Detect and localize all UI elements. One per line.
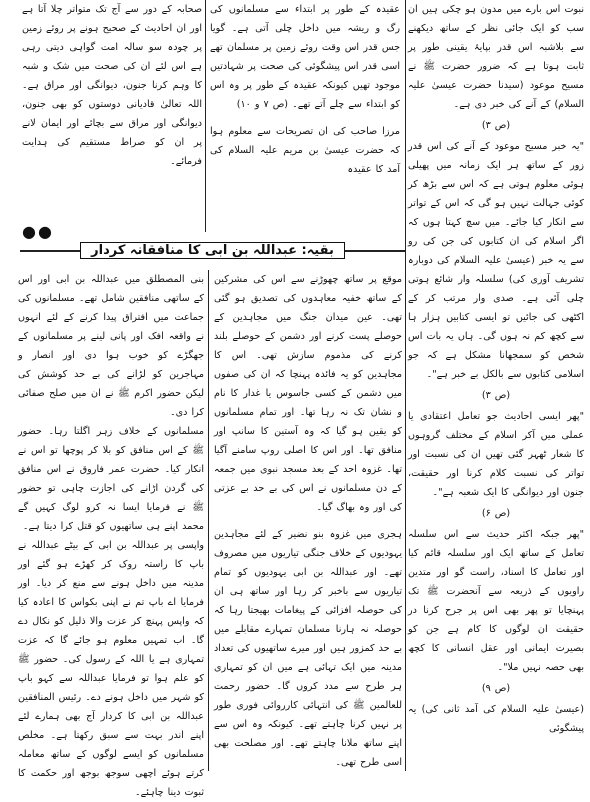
column-divider: [208, 270, 209, 771]
paragraph: بنی المصطلق میں عبداللہ بن ابی اور اس کے ساتھی منافقین شامل تھے۔ مسلمانوں کی جماعت میں افتراق پیدا کرنے کے لئے انہوں نے واقعہ افک اور پانی لینے پر مسلمانوں کے جھگڑے کو خوب ہوا دی اور انصار و مہاجرین کو لڑانے کی بے حد کوشش کی لیکن حضور اکرم ﷺ نے ان میں صلح صفائی کرا دی۔: [18, 274, 204, 418]
column-divider: [405, 0, 406, 771]
paragraph: نبوت اس بارے میں مدون ہو چکی ہیں ان سب کو ایک جائی نظر کے ساتھ دیکھنے سے بلاشبہ اس قدر بپایۂ یقینی طور پر ثابت ہوتا ہے کہ ضرور حضرت ﷺ نے مسیح موعود (سیدنا حضرت عیسیٰ علیہ السلام) کے آنے کی خبر دی ہے۔: [408, 4, 584, 110]
paragraph: مسلمانوں کے خلاف زہر اگلتا رہا۔ حضور ﷺ کے اس منافق کو بلا کر پوچھا تو اس نے انکار کیا۔ حضرت عمر فاروق نے اس منافق کی گردن اڑانے کی اجازت چاہی تو حضور ﷺ نے فرمایا ایسا نہ کرو لوگ کہیں گے محمد اپنے ہی ساتھیوں کو قتل کرا دیتا ہے۔: [18, 426, 204, 532]
paragraph: "یہ خبر مسیح موعود کے آنے کی اس قدر زور کے ساتھ ہر ایک زمانہ میں پھیلی ہوئی معلوم ہوتی ہے کہ اس سے بڑھ کر کوئی جہالت نہیں ہو گی کہ اس کے تواتر سے انکار کیا جائے۔ میں سچ کہتا ہوں کہ اگر اسلام کی ان کتابوں کی جن کی رو سے یہ خبر (عیسیٰ علیہ السلام کی دوبارہ تشریف آوری کی) سلسلہ وار شائع ہوتی چلی آئی ہے۔ صدی وار مرتب کر کے اکٹھی کی جائیں تو ایسی کتابیں ہزار ہا سے کچھ کم نہ ہوں گی۔ ہاں یہ بات اس شخص کو سمجھانا مشکل ہے کہ جو اسلامی کتابوں سے بالکل بے خبر ہے"۔: [408, 141, 584, 380]
left-column-top: [22, 0, 202, 210]
page-reference: (ص ۳): [481, 390, 511, 401]
section-heading: بقیہ: عبداللہ بن ابی کا منافقانہ کردار: [20, 241, 405, 261]
page-reference: (ص ۳): [481, 120, 511, 131]
paragraph: صحابہ کے دور سے آج تک متواتر چلا آتا ہے اور ان احادیث کے صحیح ہونے پر روئے زمین پر چودہ سو سالہ امت گواہی دیتی رہی ہے اس لئے ان کی صحت میں شک و شبہ کا وہم کرنا جنون، دیوانگی اور مراق ہے۔ اللہ تعالیٰ قادیانی دوستوں کو بھی جنون، دیوانگی اور مراق سے بچائے اور ایمان لانے پر ان کو صراط مستقیم کی ہدایت فرمائے۔: [22, 4, 202, 167]
paragraph: "پھر ایسی احادیث جو تعامل اعتقادی یا عملی میں آکر اسلام کے مختلف گروہوں کا شعار ٹھہر گئی تھیں ان کی نسبت اور تواتر کی نسبت کلام کرنا اور حقیقت، جنون اور دیوانگی کا ایک شعبہ ہے"۔: [408, 411, 584, 498]
middle-column-top: [210, 0, 400, 228]
paragraph: (عیسیٰ علیہ السلام کی آمد ثانی کی) یہ پیشگوئی: [408, 704, 584, 734]
page-reference: (ص ۹): [481, 683, 511, 694]
page-reference: (ص ۶): [481, 508, 511, 519]
right-column: [408, 0, 584, 771]
end-marks: ●●: [22, 222, 54, 241]
paragraph: ہجری میں غزوہ بنو نضیر کے لئے مجاہدین یہودیوں کے خلاف جنگی تیاریوں میں مصروف تھے۔ اور عبداللہ بن ابی یہودیوں کو تمام تیاریوں سے باخبر کر رہا اور ساتھ ہی ان کی حوصلہ افزائی کے پیغامات بھیجتا رہا کہ حوصلہ نہ ہارنا مسلمان تمہارے مقابلے میں بے حد کمزور ہیں اور میرے ساتھیوں کی تعداد مدینہ میں ایک تہائی ہے میں ان کو تمہاری ہر طرح سے مدد کروں گا۔ حضور رحمت للعالمین ﷺ کی انتہائی کارروائی فوری طور پر نہیں کرنا چاہتے تھے۔ کیونکہ وہ اس سے اپنے ساتھ ملانا چاہتے تھے۔ اور مصلحت بھی اسی طرح تھی۔: [214, 529, 402, 768]
paragraph: مرزا صاحب کی ان تصریحات سے معلوم ہوا کہ حضرت عیسیٰ بن مریم علیہ السلام کی آمد کا عقیدہ: [210, 126, 400, 175]
paragraph: "پھر جبکہ اکثر حدیث سے اس سلسلہ تعامل کے ساتھ ایک اور سلسلہ قائم کیا اور تعامل کا اسناد، راست گو اور متدین راویوں کے ذریعہ سے آنحضرت ﷺ تک پہنچایا تو پھر بھی اس پر جرح کرنا در حقیقت ان لوگوں کا کام ہے جن کو بصیرت ایمانی اور عقل انسانی کا کچھ بھی حصہ نہیں ملا"۔: [408, 529, 584, 673]
middle-column-bottom: [214, 270, 402, 771]
paragraph: عقیدہ کے طور پر ابتداء سے مسلمانوں کی رگ و ریشہ میں داخل چلی آتی ہے۔ گویا جس قدر اس وقت روئے زمین پر مسلمان تھے اسی قدر اس پیشگوئی کی صحت پر شہادتیں موجود تھیں کیونکہ عقیدہ کے طور پر وہ اس کو ابتداء سے چلے آتے تھے۔ (ص ۷ و ۱۰): [210, 4, 400, 110]
paragraph: واپسی پر عبداللہ بن ابی کے بیٹے عبداللہ نے باپ کا راستہ روک کر کھڑے ہو گئے اور مدینہ میں داخل ہونے سے منع کر دیا۔ اور فرمایا اے باپ تم نے اپنی بکواس کا اعادہ کیا کہ واپس پہنچ کر عزت والا ذلیل کو نکال دے گا۔ اب تمہیں معلوم ہو جائے گا کہ عزت تمہاری ہے یا اللہ کے رسول کی۔ حضور ﷺ کو علم ہوا تو فرمایا عبداللہ سے کہو باپ کو شہر میں داخل ہونے دے۔ رئیس المنافقین عبداللہ بن ابی کا کردار آج بھی ہمارے لئے اپنے اندر بہت سے سبق رکھتا ہے۔ مخلص مسلمانوں کو ایسے لوگوں کے ساتھ معاملہ کرتے ہوئے اچھی سوجھ بوجھ اور حکمت کا ثبوت دینا چاہئے۔: [18, 540, 204, 798]
left-column-bottom: [18, 270, 204, 798]
paragraph: موقع پر ساتھ چھوڑنے سے اس کی مشرکین کے ساتھ خفیہ معاہدوں کی تصدیق ہو گئی تھی۔ عین میدان جنگ میں مجاہدین کے حوصلے پست کرنے اور دشمن کے حوصلے بلند کرنے کی مذموم سازش تھی۔ اس کا مجاہدین کو یہ فائدہ پہنچا کہ ان کی صفوں میں دشمن کے کسی جاسوس یا غدار کا نام و نشان تک نہ رہا تھا۔ اور تمام مسلمانوں کو یقین ہو گیا کہ وہ آستین کا سانپ اور منافق تھا۔ اور اس کا اصلی روپ سامنے آگیا تھا۔ غزوہ احد کے بعد مسجد نبوی میں جمعہ کے دن مسلمانوں نے اس کی بے حد بے عزتی کی اور وہ بھاگ گیا۔: [214, 274, 402, 513]
column-divider: [205, 0, 206, 232]
